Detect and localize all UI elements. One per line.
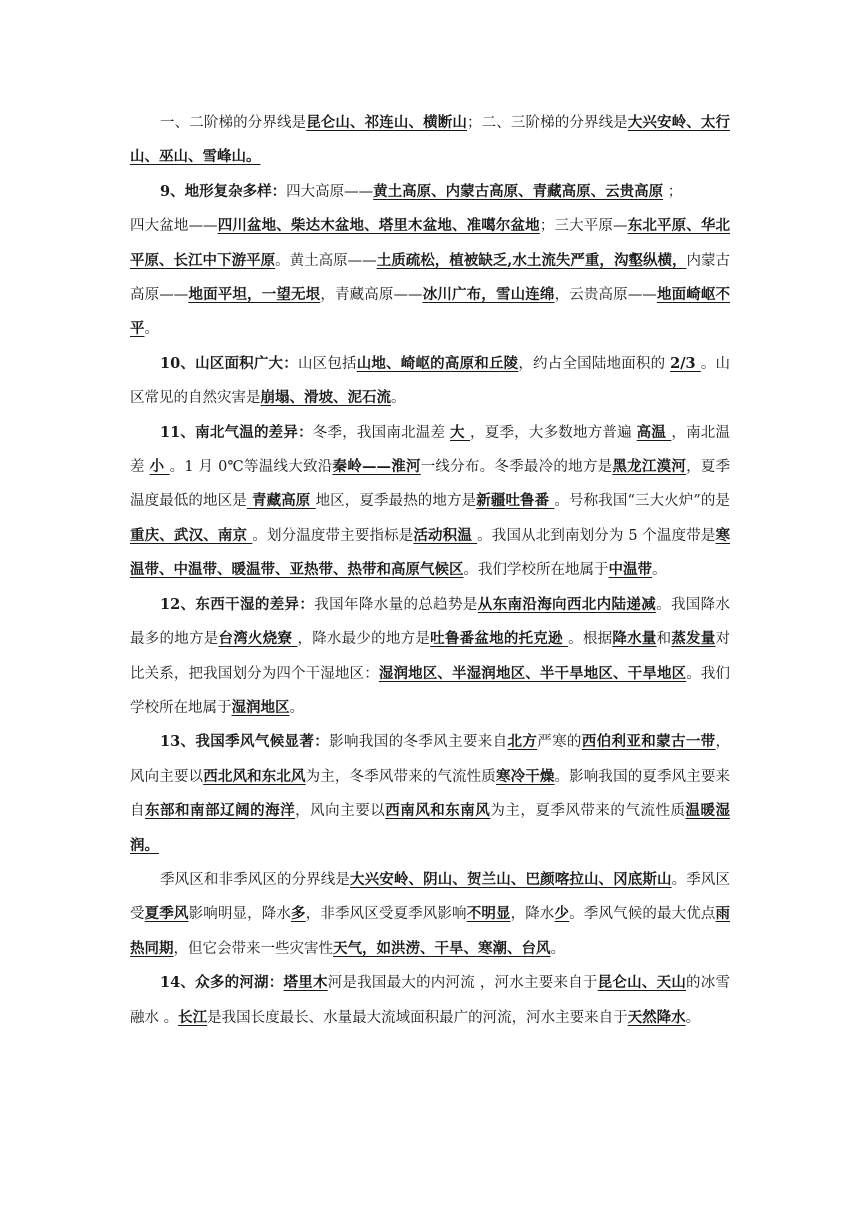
underlined-answer: 长江 xyxy=(178,1008,208,1026)
underlined-answer: 降水量 xyxy=(612,630,657,648)
text-run: 是我国长度最长、水量最大流域面积最广的河流，河水主要来自于 xyxy=(207,1009,628,1026)
text-run: 。 xyxy=(391,390,406,407)
underlined-answer: 重庆、武汉、南京 xyxy=(130,526,253,544)
underlined-answer: 西北风和东北风 xyxy=(203,767,306,785)
p-monsoon-13 xyxy=(130,725,730,863)
underlined-answer: 寒冷干燥 xyxy=(495,767,555,785)
text-run: 。 xyxy=(550,940,565,957)
text-run: 。根据 xyxy=(568,631,613,648)
underlined-answer: 四川盆地、柴达木盆地、塔里木盆地、准噶尔盆地 xyxy=(217,217,540,235)
p-monsoon-boundary xyxy=(130,863,730,966)
text-run: 四大盆地—— xyxy=(130,218,218,235)
underlined-answer: 台湾火烧寮 xyxy=(218,630,298,648)
text-run: 。季风区受 xyxy=(130,871,731,923)
underlined-answer: 黄土高原、内蒙古高原、青藏高原、云贵高原 xyxy=(373,182,664,200)
section-heading: 12、东西干湿的差异： xyxy=(160,595,315,613)
text-run: 地区，夏季最热的地方是 xyxy=(315,493,477,510)
text-run: ，南北温差 xyxy=(130,424,730,476)
underlined-answer: 大兴安岭、太行山、巫山、雪峰山。 xyxy=(130,114,731,166)
text-run: 为主，夏季风带来的气流性质 xyxy=(490,803,686,820)
text-run: ，云贵高原—— xyxy=(554,287,657,304)
text-run: ； xyxy=(663,183,683,200)
underlined-answer: 青藏高原 xyxy=(246,492,316,510)
text-run: 的冰雪融水 。 xyxy=(130,975,731,1026)
text-run: 冬季，我国南北温差 xyxy=(312,424,451,441)
document-body xyxy=(130,106,730,1035)
underlined-answer: 西伯利亚和蒙古一带 xyxy=(581,733,716,751)
text-run: 一、二阶梯的分界线是 xyxy=(160,115,307,131)
underlined-answer: 大 xyxy=(450,423,471,441)
underlined-answer: 雨热同期 xyxy=(130,905,731,957)
text-run: 一线分布。冬季最冷的地方是 xyxy=(420,459,613,476)
underlined-answer: 地面崎岖不平 xyxy=(130,286,731,338)
text-run: 四大高原—— xyxy=(286,183,374,200)
text-run: 内蒙古高原—— xyxy=(130,252,731,304)
underlined-answer: 山地、崎岖的高原和丘陵 xyxy=(356,354,519,372)
p-step-boundaries xyxy=(130,106,730,175)
text-run: 。我们学校所在地属于 xyxy=(130,665,731,716)
text-run: 严寒的 xyxy=(537,734,582,751)
p-terrain-9a xyxy=(130,175,730,209)
underlined-answer: 东北平原、华北平原、长江中下游平原 xyxy=(130,217,731,269)
underlined-answer: 西南风和东南风 xyxy=(385,802,491,820)
underlined-answer: 从东南沿海向西北内陆递减 xyxy=(477,595,657,613)
text-run: ，降水 xyxy=(510,906,555,923)
text-run: 影响明显，降水 xyxy=(188,906,292,923)
text-run: 季风区和非季风区的分界线是 xyxy=(160,871,351,888)
underlined-answer: 地面平坦，一望无垠 xyxy=(188,286,321,304)
text-run: 。号称我国“三大火炉”的是 xyxy=(554,493,731,510)
text-run: 。划分温度带主要指标是 xyxy=(252,527,414,544)
p-humidity-12 xyxy=(130,588,730,726)
text-run: ，风向主要以 xyxy=(295,803,386,820)
underlined-answer: 多 xyxy=(291,905,306,923)
text-run: ；二、三阶梯的分界线是 xyxy=(467,115,628,131)
text-run: 。 xyxy=(144,321,159,338)
text-run: 。我国降水最多的地方是 xyxy=(130,596,731,648)
underlined-answer: 活动积温 xyxy=(413,526,478,544)
text-run: 对比关系，把我国划分为四个干湿地区： xyxy=(130,631,731,682)
underlined-answer: 昆仑山、祁连山、横断山 xyxy=(306,114,467,131)
section-heading: 14、众多的河湖： xyxy=(160,974,284,992)
underlined-answer: 不明显 xyxy=(466,905,511,923)
text-run: 影响我国的冬季风主要来自 xyxy=(329,734,508,751)
text-run: ，青藏高原—— xyxy=(320,287,423,304)
underlined-answer: 湿润地区、半湿润地区、半干旱地区、干旱地区 xyxy=(378,664,687,682)
text-run: 。 xyxy=(652,562,667,579)
text-run: ，约占全国陆地面积的 xyxy=(518,355,671,372)
underlined-answer: 天气，如洪涝、干旱、寒潮、台风 xyxy=(333,939,551,957)
underlined-answer: 夏季风 xyxy=(144,905,189,923)
underlined-answer: 秦岭——淮河 xyxy=(332,458,421,476)
underlined-answer: 崩塌、滑坡、泥石流 xyxy=(260,389,391,407)
underlined-answer: 塔里木 xyxy=(283,974,328,992)
text-run: 山区包括 xyxy=(297,355,357,372)
section-heading: 11、南北气温的差异： xyxy=(160,423,313,441)
text-run: 我国年降水量的总趋势是 xyxy=(314,596,478,613)
underlined-answer: 天然降水 xyxy=(627,1008,686,1026)
text-run: ，非季风区受夏季风影响 xyxy=(305,906,467,923)
text-run: ，降水最少的地方是 xyxy=(297,631,431,648)
text-run: 。我们学校所在地属于 xyxy=(463,562,609,579)
underlined-answer: 中温带 xyxy=(608,561,652,579)
underlined-answer: 2/3 xyxy=(670,354,701,372)
text-run: ；三大平原— xyxy=(539,218,628,235)
underlined-answer: 吐鲁番盆地的托克逊 xyxy=(430,630,569,648)
text-run: 。黄土高原—— xyxy=(275,252,377,269)
underlined-answer: 东部和南部辽阔的海洋 xyxy=(145,802,296,820)
text-run: 。影响我国的夏季风主要来自 xyxy=(130,768,731,820)
underlined-answer: 湿润地区 xyxy=(231,698,290,716)
text-run: ，夏季，大多数地方普遍 xyxy=(470,424,637,441)
text-run: 。1 月 0℃等温线大致沿 xyxy=(169,459,333,476)
underlined-answer: 新疆吐鲁番 xyxy=(476,492,555,510)
text-run: 。 xyxy=(685,1009,701,1026)
underlined-answer: 昆仑山、天山 xyxy=(597,974,687,992)
text-run: ，风向主要以 xyxy=(130,734,731,785)
text-run: 。 xyxy=(289,699,304,716)
underlined-answer: 土质疏松，植被缺乏,水土流失严重，沟壑纵横， xyxy=(376,251,687,269)
underlined-answer: 蒸发量 xyxy=(671,630,716,648)
section-heading: 9、地形复杂多样： xyxy=(160,182,287,200)
underlined-answer: 高温 xyxy=(636,423,672,441)
p-temperature-11 xyxy=(130,416,730,588)
underlined-answer: 冰川广布，雪山连绵 xyxy=(422,286,555,304)
p-mountain-10 xyxy=(130,347,730,416)
underlined-answer: 大兴安岭、阴山、贺兰山、巴颜喀拉山、冈底斯山 xyxy=(350,870,672,888)
underlined-answer: 寒温带、中温带、暖温带、亚热带、热带和高原气候区 xyxy=(130,526,730,579)
underlined-answer: 温暖湿润。 xyxy=(130,802,731,854)
text-run: 河是我国最大的内河流 ，河水主要来自于 xyxy=(327,975,598,992)
p-terrain-9b xyxy=(130,209,730,347)
text-run: 。我国从北到南划分为 5 个温度带是 xyxy=(477,527,716,544)
underlined-answer: 黑龙江漠河 xyxy=(612,458,687,476)
section-heading: 10、山区面积广大： xyxy=(160,354,298,372)
text-run: 。山区常见的自然灾害是 xyxy=(130,355,731,407)
underlined-answer: 小 xyxy=(149,458,170,476)
underlined-answer: 北方 xyxy=(507,733,538,751)
p-rivers-14 xyxy=(130,966,730,1035)
text-run: 。季风气候的最大优点 xyxy=(569,906,716,923)
text-run: 为主，冬季风带来的气流性质 xyxy=(305,768,496,785)
text-run: 和 xyxy=(656,631,672,648)
text-run: ，但它会带来一些灾害性 xyxy=(173,940,333,957)
section-heading: 13、我国季风气候显著： xyxy=(160,733,330,751)
text-run: ，夏季温度最低的地区是 xyxy=(130,459,731,510)
underlined-answer: 少 xyxy=(554,905,570,923)
